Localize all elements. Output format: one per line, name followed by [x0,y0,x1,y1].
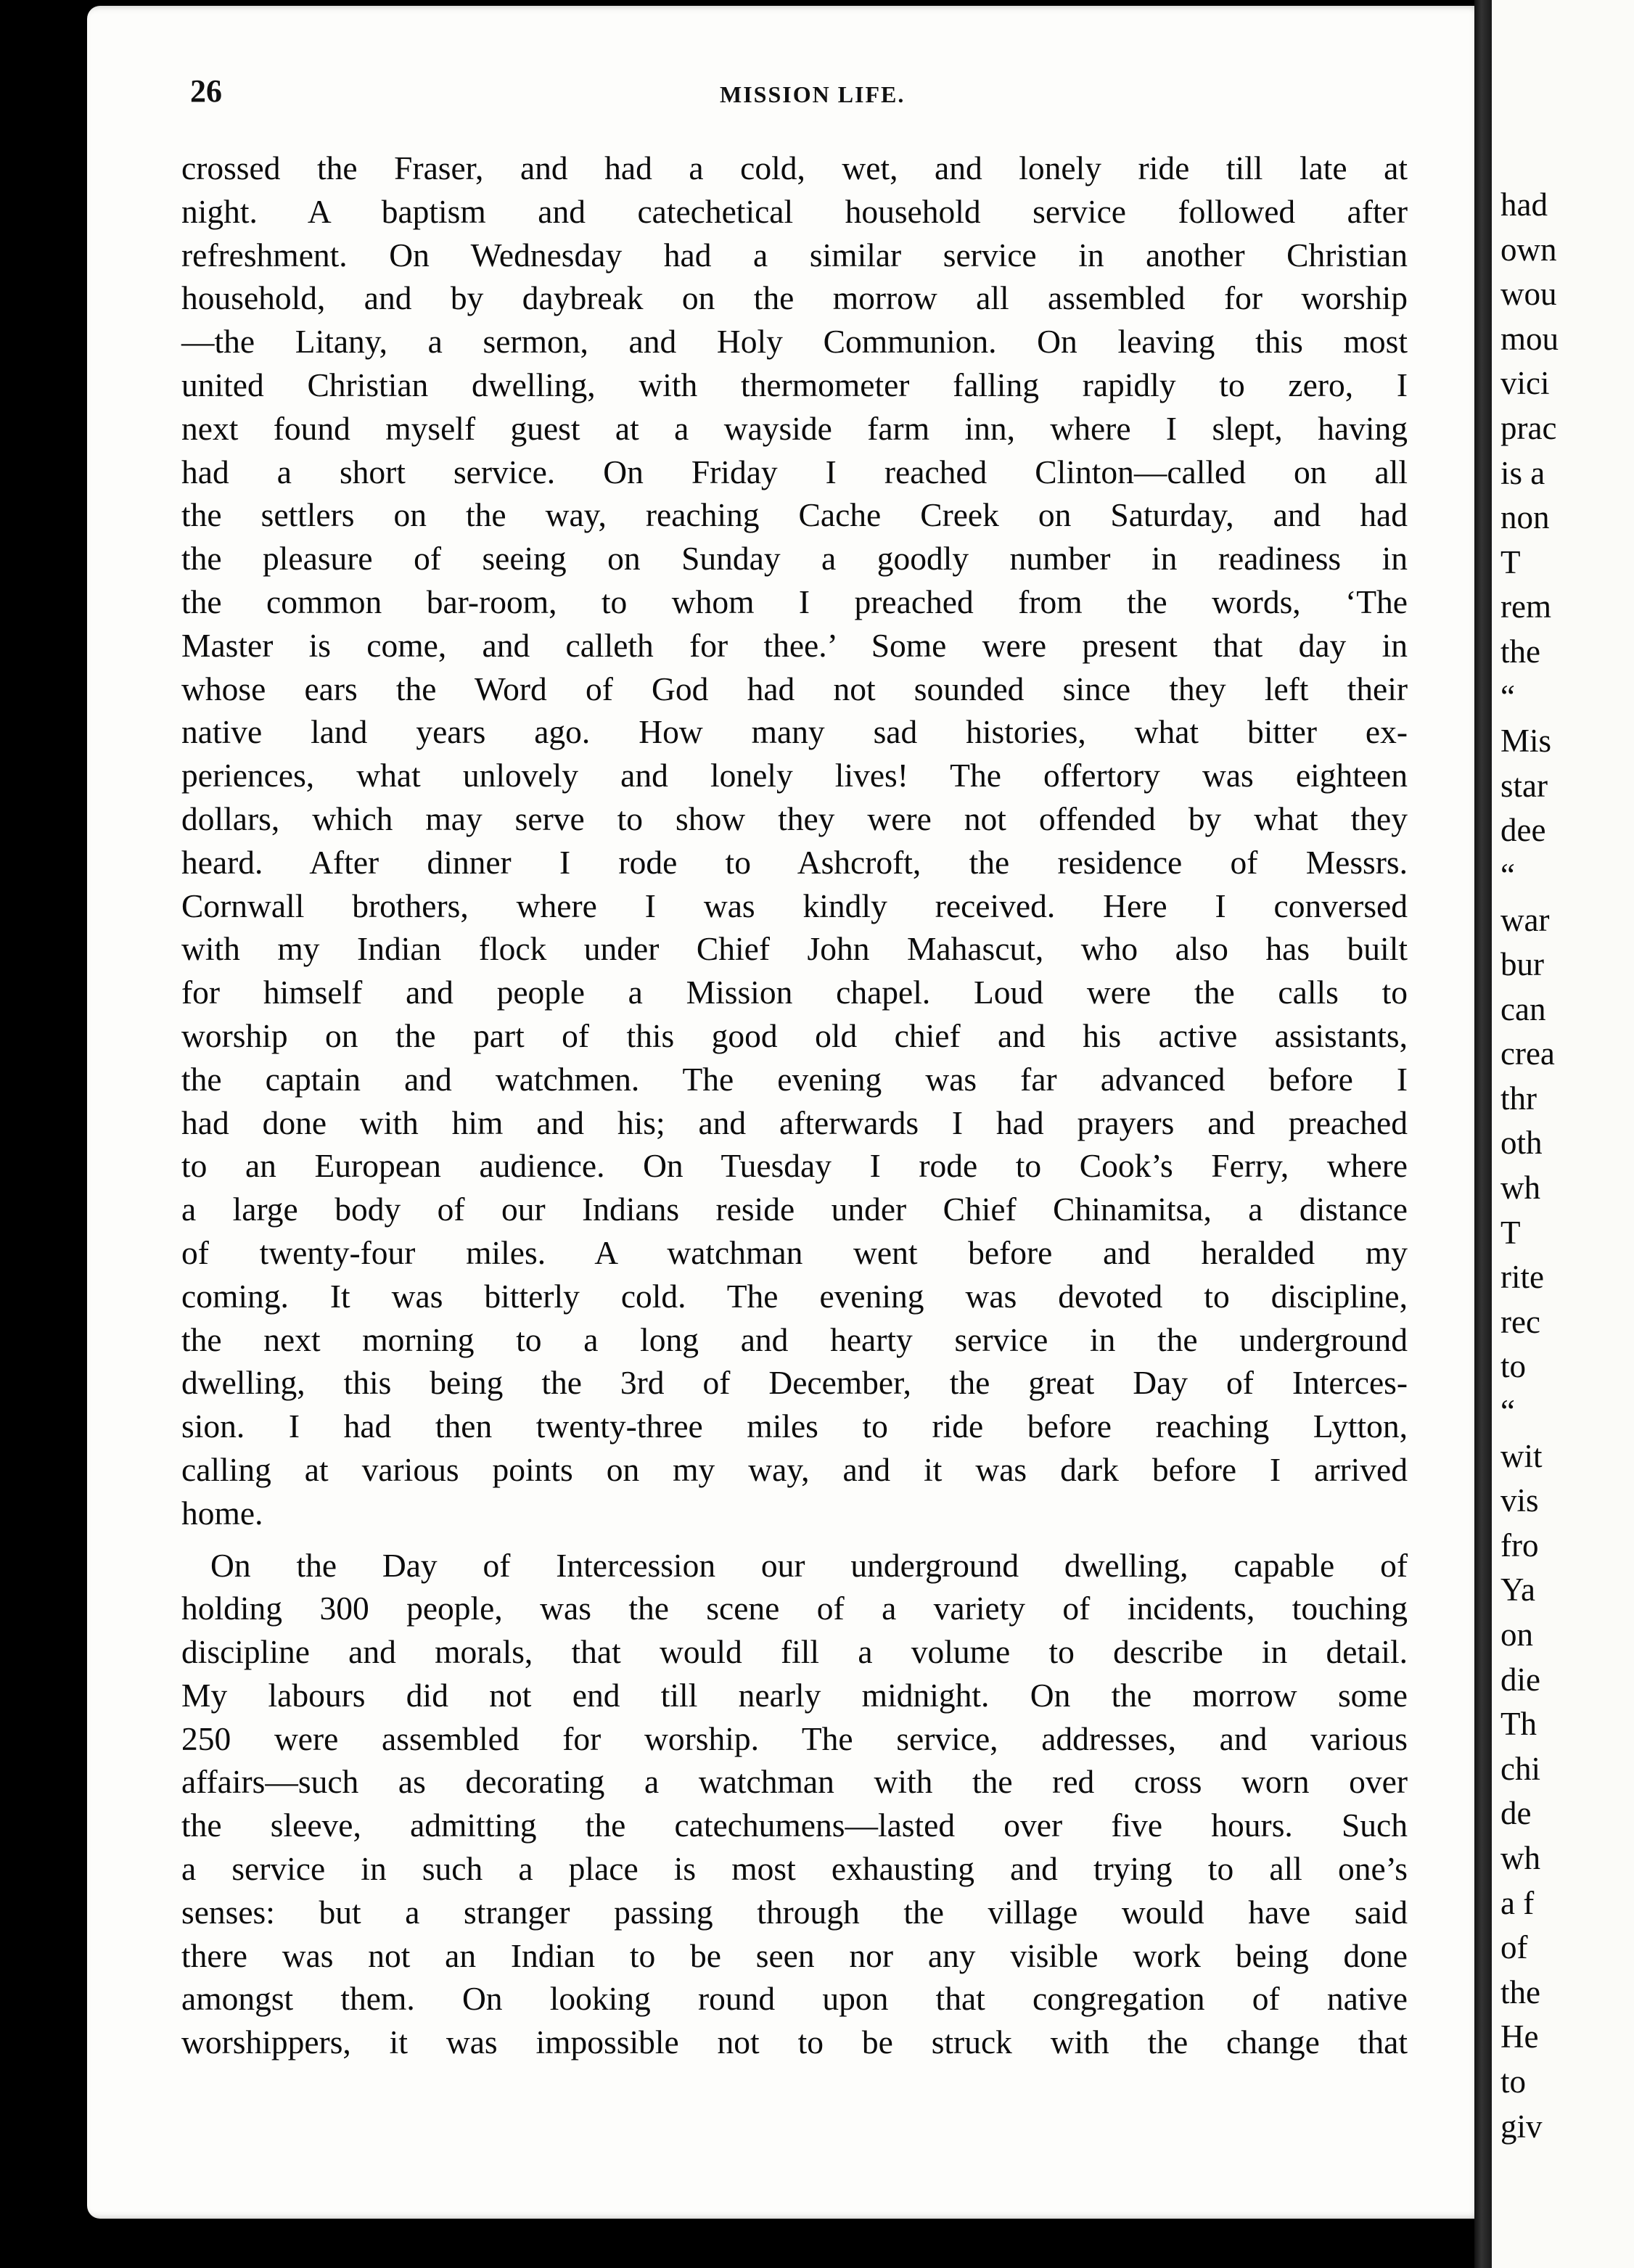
text-line: —the Litany, a sermon, and Holy Communion. On leaving this most [181,323,1408,361]
text-line: amongst them. On looking round upon that congregation of native [181,1980,1408,2018]
text-line: whose ears the Word of God had not sounded since they left their [181,670,1408,707]
body-text [181,147,1408,2064]
facing-text-fragment: chi [1500,1750,1540,1787]
facing-text-fragment: T [1500,1214,1521,1251]
facing-text-fragment: non [1500,499,1550,536]
text-line: crossed the Fraser, and had a cold, wet, and lonely ride till late at [181,149,1408,186]
paragraph-gap [181,1535,1408,1544]
text-line: 250 were assembled for worship. The service, addresses, and various [181,1720,1408,1757]
paragraph [181,1544,1408,2065]
text-line: a service in such a place is most exhausting and trying to all one’s [181,1850,1408,1888]
text-line: My labours did not end till nearly midnight. On the morrow some [181,1676,1408,1714]
facing-text-fragment: wh [1500,1170,1540,1207]
text-line: united Christian dwelling, with thermometer falling rapidly to zero, I [181,366,1408,403]
facing-text-fragment: “ [1500,1393,1515,1430]
text-line: a large body of our Indians reside under Chief Chinamitsa, a distance [181,1191,1408,1228]
text-line: worship on the part of this good old chief and his active assistants, [181,1016,1408,1054]
facing-text-fragment: wh [1500,1839,1540,1876]
facing-text-fragment: rite [1500,1259,1544,1296]
facing-text-fragment: war [1500,901,1550,938]
text-line: the pleasure of seeing on Sunday a goodly number in readiness in [181,540,1408,578]
facing-text-fragment: “ [1500,856,1515,893]
text-line: calling at various points on my way, and it was dark before I arrived [181,1450,1408,1488]
text-line: the next morning to a long and hearty service in the underground [181,1320,1408,1358]
text-line: next found myself guest at a wayside farm inn, where I slept, having [181,409,1408,447]
running-title: MISSION LIFE. [720,81,906,107]
facing-text-fragment: prac [1500,409,1557,446]
facing-text-fragment: T [1500,543,1521,580]
paragraph [181,147,1408,1535]
text-line: had done with him and his; and afterwards I had prayers and preached [181,1104,1408,1141]
facing-text-fragment: vici [1500,365,1550,402]
facing-text-fragment: die [1500,1661,1540,1698]
facing-text-fragment: on [1500,1616,1533,1653]
facing-text-fragment: the [1500,633,1540,670]
text-line: discipline and morals, that would fill a volume to describe in detail. [181,1633,1408,1671]
text-line: had a short service. On Friday I reached Clinton—called on all [181,453,1408,490]
facing-text-fragment: de [1500,1795,1532,1832]
facing-text-fragment: oth [1500,1125,1543,1162]
facing-text-fragment: of [1500,1929,1528,1966]
text-line: dwelling, this being the 3rd of December, the great Day of Interces- [181,1364,1408,1402]
text-line: there was not an Indian to be seen nor any visible work being done [181,1936,1408,1974]
facing-text-fragment: the [1500,1973,1540,2010]
facing-text-fragment: own [1500,231,1557,268]
facing-text-fragment: thr [1500,1080,1537,1117]
text-line: with my Indian flock under Chief John Mahascut, who also has built [181,930,1408,968]
text-line: refreshment. On Wednesday had a similar service in another Christian [181,236,1408,274]
text-line: the sleeve, admitting the catechumens—lasted over five hours. Such [181,1807,1408,1844]
right-page-edge [1492,0,1634,2268]
text-line: night. A baptism and catechetical household service followed after [181,192,1408,230]
text-line: worshippers, it was impossible not to be struck with the change that [181,2023,1408,2061]
facing-text-fragment: bur [1500,946,1544,983]
facing-text-fragment: Ya [1500,1571,1535,1608]
text-line: On the Day of Intercession our underground dwelling, capable of [210,1546,1408,1584]
facing-text-fragment: wit [1500,1437,1543,1474]
facing-text-fragment: fro [1500,1527,1539,1564]
facing-text-fragment: a f [1500,1884,1535,1921]
facing-text-fragment: He [1500,2018,1539,2055]
facing-text-fragment: rem [1500,588,1551,625]
book-gutter [1474,0,1492,2268]
text-line: native land years ago. How many sad histories, what bitter ex- [181,713,1408,751]
facing-text-fragment: can [1500,990,1546,1027]
page-number: 26 [190,73,222,109]
text-line: to an European audience. On Tuesday I rode to Cook’s Ferry, where [181,1147,1408,1185]
text-line: affairs—such as decorating a watchman with the red cross worn over [181,1763,1408,1801]
facing-text-fragment: wou [1500,276,1557,313]
facing-text-fragment: crea [1500,1035,1555,1072]
facing-text-fragment: to [1500,2063,1527,2100]
facing-text-fragment: Th [1500,1706,1537,1743]
text-line: dollars, which may serve to show they were not offended by what they [181,800,1408,837]
facing-text-fragment: star [1500,767,1548,804]
facing-page-text [1500,183,1634,2149]
text-line: the settlers on the way, reaching Cache Creek on Saturday, and had [181,496,1408,534]
text-line: Cornwall brothers, where I was kindly received. Here I conversed [181,887,1408,924]
text-line: the captain and watchmen. The evening was far advanced before I [181,1060,1408,1098]
text-line: holding 300 people, was the scene of a variety of incidents, touching [181,1590,1408,1627]
text-line: home. [181,1494,263,1532]
facing-text-fragment: is a [1500,454,1545,491]
facing-text-fragment: giv [1500,2108,1543,2145]
running-head [190,73,1395,116]
facing-text-fragment: “ [1500,678,1515,715]
text-line: household, and by daybreak on the morrow all assembled for worship [181,279,1408,317]
facing-text-fragment: vis [1500,1482,1539,1519]
facing-text-fragment: dee [1500,812,1546,849]
text-line: for himself and people a Mission chapel. Loud were the calls to [181,974,1408,1011]
text-line: the common bar-room, to whom I preached from the words, ‘The [181,583,1408,620]
text-line: sion. I had then twenty-three miles to ride before reaching Lytton, [181,1408,1408,1445]
text-line: of twenty-four miles. A watchman went before and heralded my [181,1233,1408,1271]
facing-text-fragment: rec [1500,1303,1540,1340]
text-line: periences, what unlovely and lonely lives! The offertory was eighteen [181,757,1408,794]
text-line: senses: but a stranger passing through the village would have said [181,1893,1408,1931]
text-line: coming. It was bitterly cold. The evening was devoted to discipline, [181,1277,1408,1315]
facing-text-fragment: Mis [1500,723,1552,760]
facing-text-fragment: had [1500,186,1548,223]
facing-text-fragment: mou [1500,320,1559,357]
text-line: heard. After dinner I rode to Ashcroft, the residence of Messrs. [181,843,1408,881]
facing-text-fragment: to [1500,1348,1527,1385]
text-line: Master is come, and calleth for thee.’ Some were present that day in [181,626,1408,664]
